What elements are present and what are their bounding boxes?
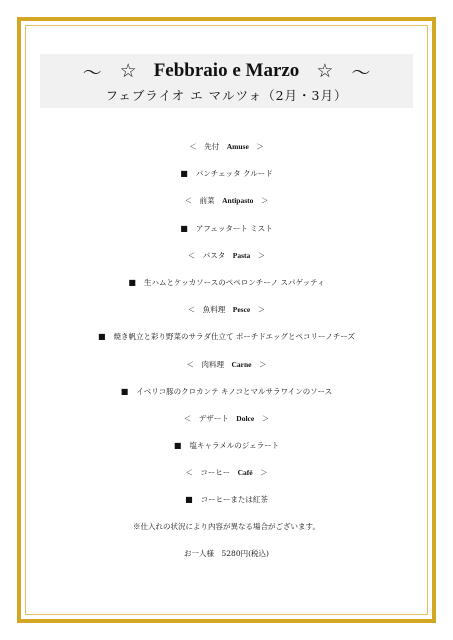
menu-title — [40, 56, 413, 86]
supply-note: ※仕入れの状況により内容が異なる場合がございます。 — [133, 522, 320, 531]
tilde-left: 〜 — [82, 62, 102, 84]
bullet-icon: ■ — [180, 169, 188, 179]
course-list — [0, 133, 453, 514]
course-heading-amuse: ＜ 先付 Amuse ＞ — [189, 142, 264, 151]
dish-cafe: ■ コーヒーまたは紅茶 — [185, 495, 268, 505]
dish-dolce: ■ 塩キャラメルのジェラート — [173, 441, 280, 451]
menu-subtitle: フェブライオ エ マルツォ（2月・3月） — [105, 88, 348, 103]
course-heading-pasta: ＜ パスタ Pasta ＞ — [187, 250, 266, 260]
star-left-icon: ☆ — [119, 60, 137, 82]
course-heading-dolce: ＜ デザート Dolce ＞ — [183, 413, 270, 423]
dish-pasta: ■ 生ハムとケッカソースのペペロンチーノ スパゲッティ — [128, 277, 325, 287]
dish-carne: ■ イベリコ豚のクロカンテ キノコとマルサラワインのソース — [120, 386, 333, 396]
title-text: Febbraio e Marzo — [153, 60, 300, 81]
course-heading-pesce: ＜ 魚料理 Pesce ＞ — [187, 305, 266, 315]
price-per-person: お一人様 5280円(税込) — [184, 549, 269, 558]
bullet-icon: ■ — [180, 223, 188, 233]
dish-amuse: ■ パンチェッタ クルード — [180, 169, 273, 179]
star-right-icon: ☆ — [316, 60, 334, 82]
bullet-icon: ■ — [120, 386, 129, 396]
bullet-icon: ■ — [97, 332, 106, 342]
bullet-icon: ■ — [173, 441, 182, 451]
course-heading-cafe: ＜ コーヒー Café ＞ — [185, 468, 268, 478]
dish-pesce: ■ 焼き帆立と彩り野菜のサラダ仕立て ポーチドエッグとペコリーノチーズ — [97, 332, 356, 342]
bullet-icon: ■ — [128, 277, 136, 287]
course-heading-carne: ＜ 肉料理 Carne ＞ — [186, 359, 267, 369]
tilde-right: 〜 — [351, 62, 371, 84]
dish-antipasto: ■ アフェッタート ミスト — [180, 223, 273, 233]
bullet-icon: ■ — [185, 495, 193, 505]
course-heading-antipasto: ＜ 前菜 Antipasto ＞ — [184, 196, 269, 206]
